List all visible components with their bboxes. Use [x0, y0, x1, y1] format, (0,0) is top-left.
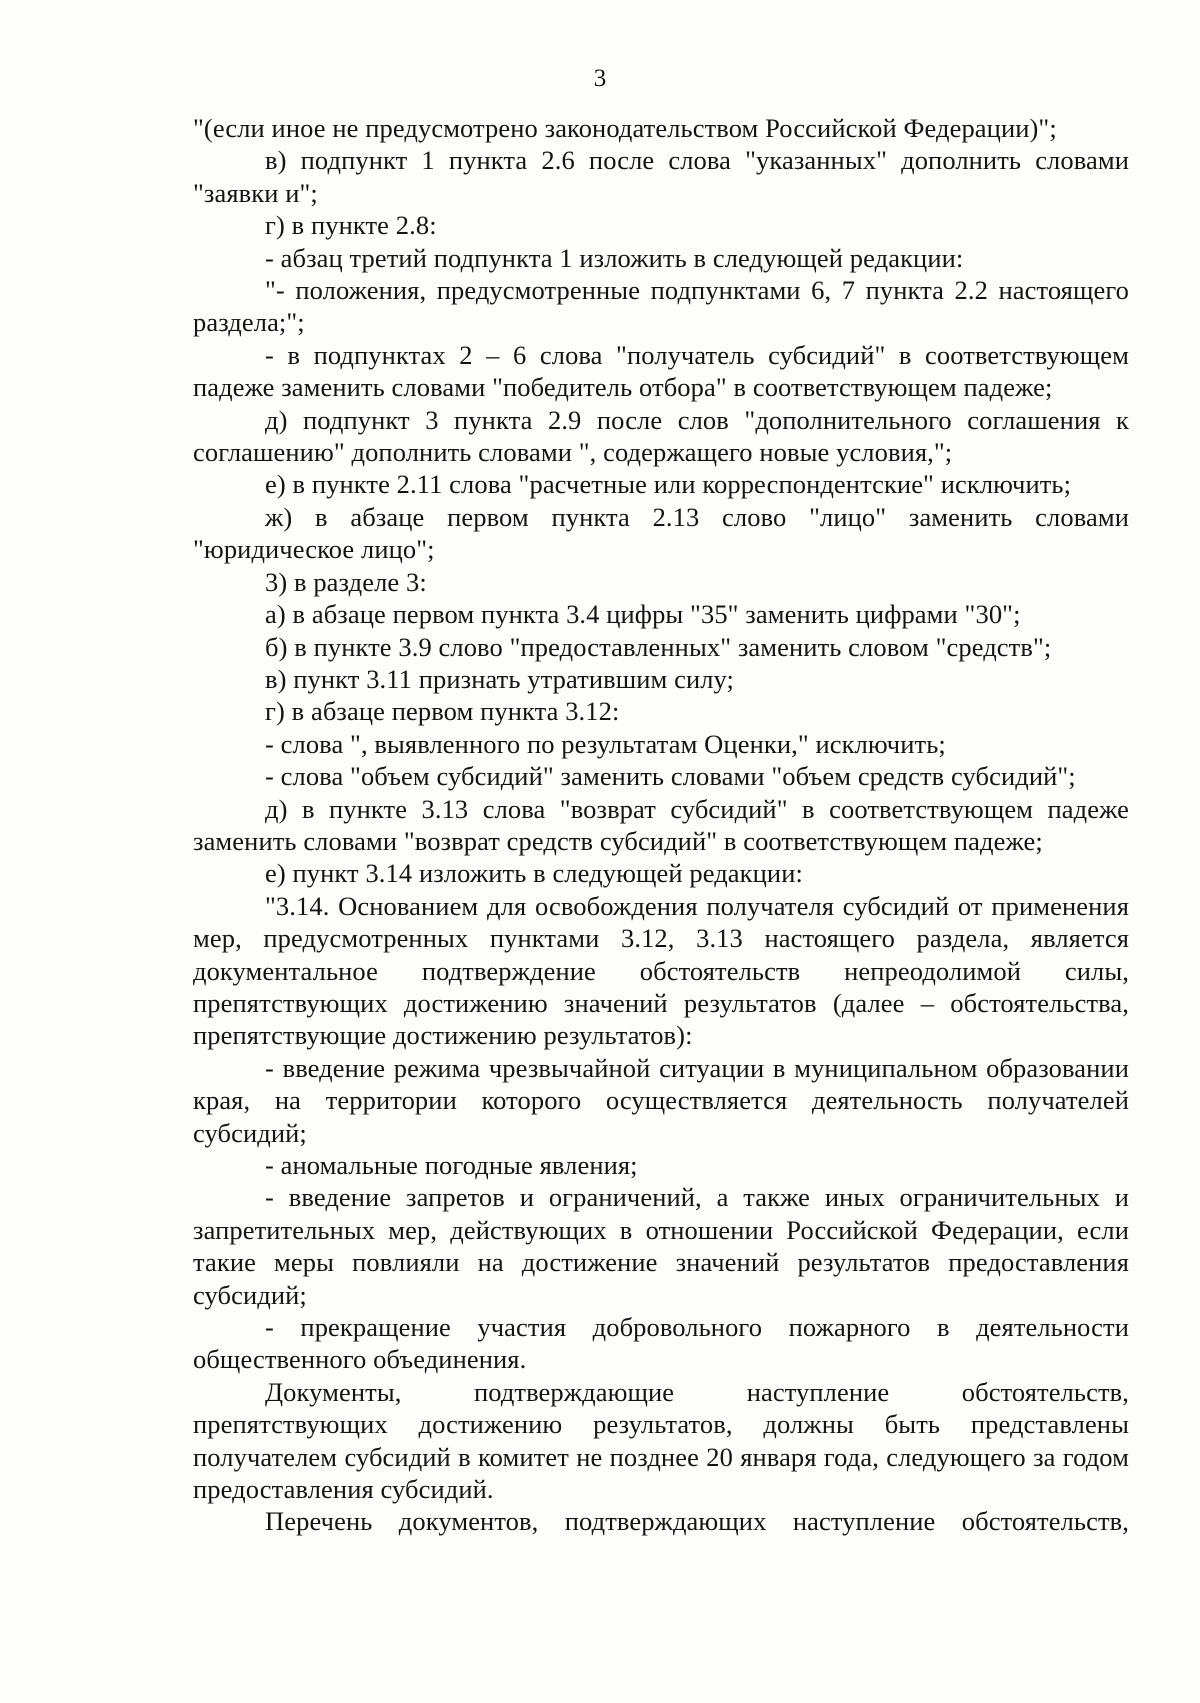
paragraph: - прекращение участия добровольного пожарного в деятельности общественного объединения. — [193, 1312, 1129, 1375]
paragraph: - аномальные погодные явления; — [265, 1150, 638, 1180]
paragraph: г) в абзаце первом пункта 3.12: — [265, 696, 620, 727]
paragraph: е) в пункте 2.11 слова "расчетные или корреспондентские" исключить; — [265, 469, 1072, 500]
paragraph: в) подпункт 1 пункта 2.6 после слова "указанных" дополнить словами "заявки и"; — [193, 145, 1129, 208]
paragraph: д) в пункте 3.13 слова "возврат субсидий" в соответствующем падеже заменить словами "возврат средств субсидий" в соответствующем падеже; — [193, 793, 1129, 856]
paragraph: б) в пункте 3.9 слово "предоставленных" заменить словом "средств"; — [265, 631, 1052, 662]
paragraph: "- положения, предусмотренные подпунктами 6, 7 пункта 2.2 настоящего раздела;"; — [193, 275, 1129, 338]
paragraph: - слова ", выявленного по результатам Оценки," исключить; — [265, 728, 946, 759]
paragraph: а) в абзаце первом пункта 3.4 цифры "35" заменить цифрами "30"; — [265, 599, 1021, 630]
paragraph: ж) в абзаце первом пункта 2.13 слово "лицо" заменить словами "юридическое лицо"; — [193, 501, 1129, 565]
paragraph: в) пункт 3.11 признать утратившим силу; — [265, 663, 735, 694]
paragraph: г) в пункте 2.8: — [265, 210, 437, 241]
paragraph: "(если иное не предусмотрено законодательством Российской Федерации)"; — [193, 113, 1057, 143]
paragraph: Перечень документов, подтверждающих наступление обстоятельств, — [265, 1506, 1129, 1537]
paragraph: 3) в разделе 3: — [265, 566, 427, 597]
paragraph: е) пункт 3.14 изложить в следующей редакции: — [265, 858, 803, 889]
paragraph: - в подпунктах 2 – 6 слова "получатель субсидий" в соответствующем падеже заменить словами "победитель отбора" в соответствующем падеже; — [193, 339, 1129, 403]
paragraph: - введение режима чрезвычайной ситуации в муниципальном образовании края, на территории которого осуществляется деятельность получателей субсидий; — [193, 1052, 1129, 1148]
paragraph: "3.14. Основанием для освобождения получателя субсидий от применения мер, предусмотренных пунктами 3.12, 3.13 настоящего раздела, является документальное подтверждение обстоятельств непреодолимой силы, препятствующих достижению значений результатов (далее – обстоятельства, препятствующие достижению результатов): — [193, 890, 1129, 1051]
paragraph: - абзац третий подпункта 1 изложить в следующей редакции: — [265, 242, 964, 273]
page-number: 3 — [593, 65, 607, 92]
paragraph: - слова "объем субсидий" заменить словами "объем средств субсидий"; — [265, 761, 1076, 792]
paragraph: Документы, подтверждающие наступление обстоятельств, препятствующих достижению результатов, должны быть представлены получателем субсидий в комитет не позднее 20 января года, следующего за годом предоставления субсидий. — [193, 1376, 1129, 1505]
paragraph: - введение запретов и ограничений, а также иных ограничительных и запретительных мер, действующих в отношении Российской Федерации, если такие меры повлияли на достижение значений результатов предоставления субсидий; — [193, 1182, 1129, 1310]
document-body — [193, 112, 1129, 1538]
paragraph: д) подпункт 3 пункта 2.9 после слов "дополнительного соглашения к соглашению" дополнить словами ", содержащего новые условия,"; — [193, 404, 1129, 468]
